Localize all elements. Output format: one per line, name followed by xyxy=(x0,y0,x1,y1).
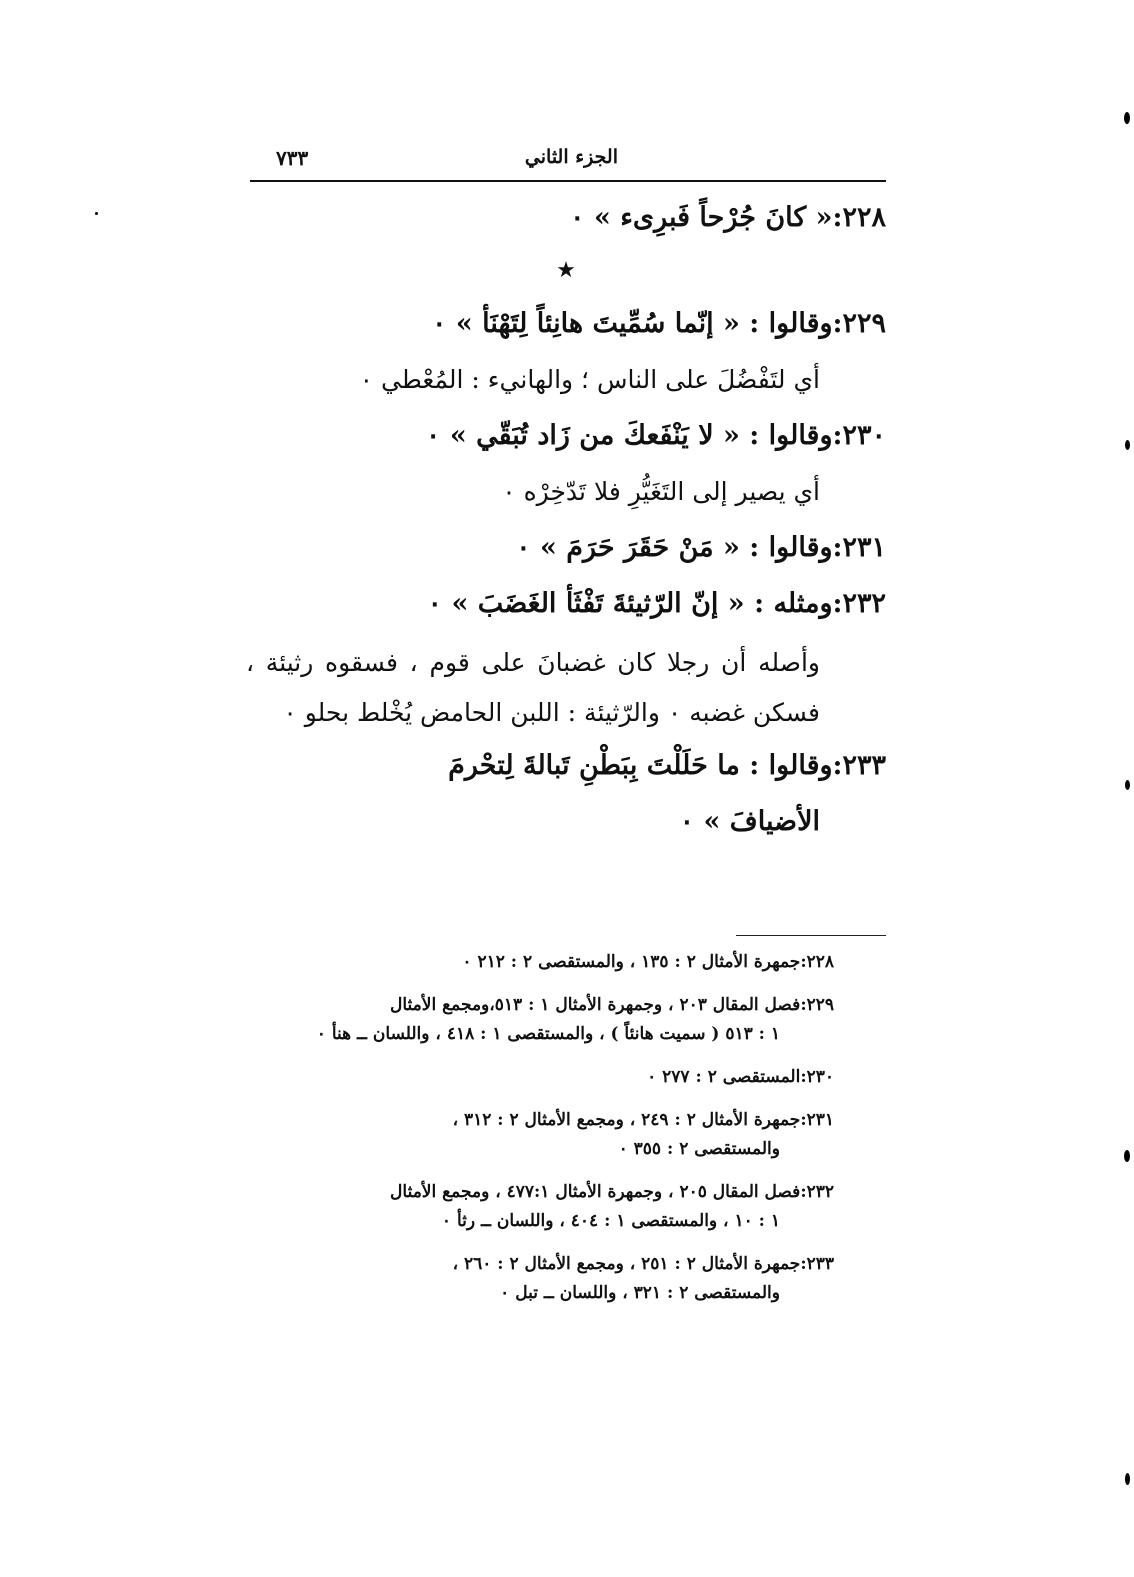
entry-233-continuation: الأضيافَ » ٠ xyxy=(679,806,820,837)
header-title: الجزء الثاني xyxy=(524,146,618,168)
footnote-continuation: والمستقصى ٢ : ٣٥٥ ٠ xyxy=(618,1139,780,1159)
footnote-text: فصل المقال ٢٠٣ ، وجمهرة الأمثال ١ : ٥١٣،ومجمع الأمثال xyxy=(390,995,801,1015)
footnote-232 xyxy=(248,1178,834,1236)
proverb-text: ومثله : « إنّ الرّثيئةَ تَفْثَأ الغَضَبَ » ٠ xyxy=(427,588,833,619)
footnote-text: جمهرة الأمثال ٢ : ٢٤٩ ، ومجمع الأمثال ٢ : ٣١٢ ، xyxy=(452,1110,801,1130)
star-separator: ★ xyxy=(556,258,576,283)
scan-speck xyxy=(1124,112,1130,124)
entry-230 xyxy=(246,408,886,464)
footnote-number: ٢٣٠: xyxy=(800,1067,834,1087)
entry-number: ٢٢٩: xyxy=(832,308,886,339)
footnote-text: فصل المقال ٢٠٥ ، وجمهرة الأمثال ٤٧٧:١ ، ومجمع الأمثال xyxy=(390,1182,801,1202)
scan-speck xyxy=(1125,440,1130,450)
entry-231 xyxy=(246,520,886,576)
footnote-number: ٢٢٨: xyxy=(800,952,834,972)
footnote-229 xyxy=(248,991,834,1049)
entry-232 xyxy=(246,576,886,632)
proverb-text: وقالوا : « إنّما سُمِّيتَ هانِئاً لِتَهْنَأ » ٠ xyxy=(431,308,833,339)
entry-number: ٢٢٨: xyxy=(832,202,886,233)
footnote-text: جمهرة الأمثال ٢ : ٢٥١ ، ومجمع الأمثال ٢ : ٢٦٠ ، xyxy=(452,1254,801,1274)
footnote-231 xyxy=(248,1106,834,1164)
footnote-continuation: والمستقصى ٢ : ٣٢١ ، واللسان ــ تبل ٠ xyxy=(500,1283,780,1303)
footnote-number: ٢٣٣: xyxy=(800,1254,834,1274)
entry-230-gloss: أي يصير إلى التَغَيُّرِ فلا تَدّخِرْه ٠ xyxy=(502,477,820,506)
scan-speck xyxy=(1125,1473,1130,1485)
header-rule xyxy=(250,180,886,182)
proverb-text: وقالوا : « مَنْ حَقَرَ حَرَمَ » ٠ xyxy=(516,532,833,563)
footnote-230 xyxy=(248,1063,834,1092)
running-header xyxy=(250,142,886,178)
entry-number: ٢٣١: xyxy=(832,532,886,563)
footnote-text: جمهرة الأمثال ٢ : ١٣٥ ، والمستقصى ٢ : ٢١٢ ٠ xyxy=(462,952,801,972)
scan-speck xyxy=(1124,1150,1130,1162)
footnote-number: ٢٢٩: xyxy=(800,995,834,1015)
entry-number: ٢٣٠: xyxy=(832,420,886,451)
footnote-text: المستقصى ٢ : ٢٧٧ ٠ xyxy=(647,1067,801,1087)
footnote-continuation: ١ : ٥١٣ ( سميت هانئاً ) ، والمستقصى ١ : ٤١٨ ، واللسان ــ هنأ ٠ xyxy=(316,1024,780,1044)
entry-number: ٢٣٢: xyxy=(832,588,886,619)
footnote-number: ٢٣١: xyxy=(800,1110,834,1130)
proverb-text: « كانَ جُرْحاً فَبرِىء » ٠ xyxy=(570,202,833,233)
main-text xyxy=(246,190,886,850)
footnote-228 xyxy=(248,948,834,977)
proverb-text: وقالوا : « لا يَنْفَعكَ من زَاد تُبَقّي » ٠ xyxy=(425,420,833,451)
footnote-rule xyxy=(736,935,886,936)
proverb-text: وقالوا : ما حَلَلْتَ بِبَطْنِ تَبالةَ لِتحْرمَ xyxy=(448,750,833,781)
footnote-233 xyxy=(248,1250,834,1308)
entry-number: ٢٣٣: xyxy=(832,750,886,781)
entry-232-gloss: وأصله أن رجلا كان غضبانَ على قوم ، فسقوه رثيئة ، فسكن غضبه ٠ والرّثيئة : اللبن الحامض يُخْلط بحلو ٠ xyxy=(246,648,820,727)
scan-speck xyxy=(95,212,98,215)
footnote-continuation: ١ : ١٠ ، والمستقصى ١ : ٤٠٤ ، واللسان ــ رثأ ٠ xyxy=(441,1211,780,1231)
entry-233 xyxy=(246,738,886,794)
page-number: ٧٣٣ xyxy=(276,146,309,170)
entry-228 xyxy=(246,190,886,246)
footnotes xyxy=(248,948,834,1322)
scan-speck xyxy=(1125,780,1130,790)
entry-229 xyxy=(246,296,886,352)
entry-229-gloss: أي لتَفْضُلَ على الناس ؛ والهانيء : المُعْطي ٠ xyxy=(359,365,820,394)
footnote-number: ٢٣٢: xyxy=(800,1182,834,1202)
